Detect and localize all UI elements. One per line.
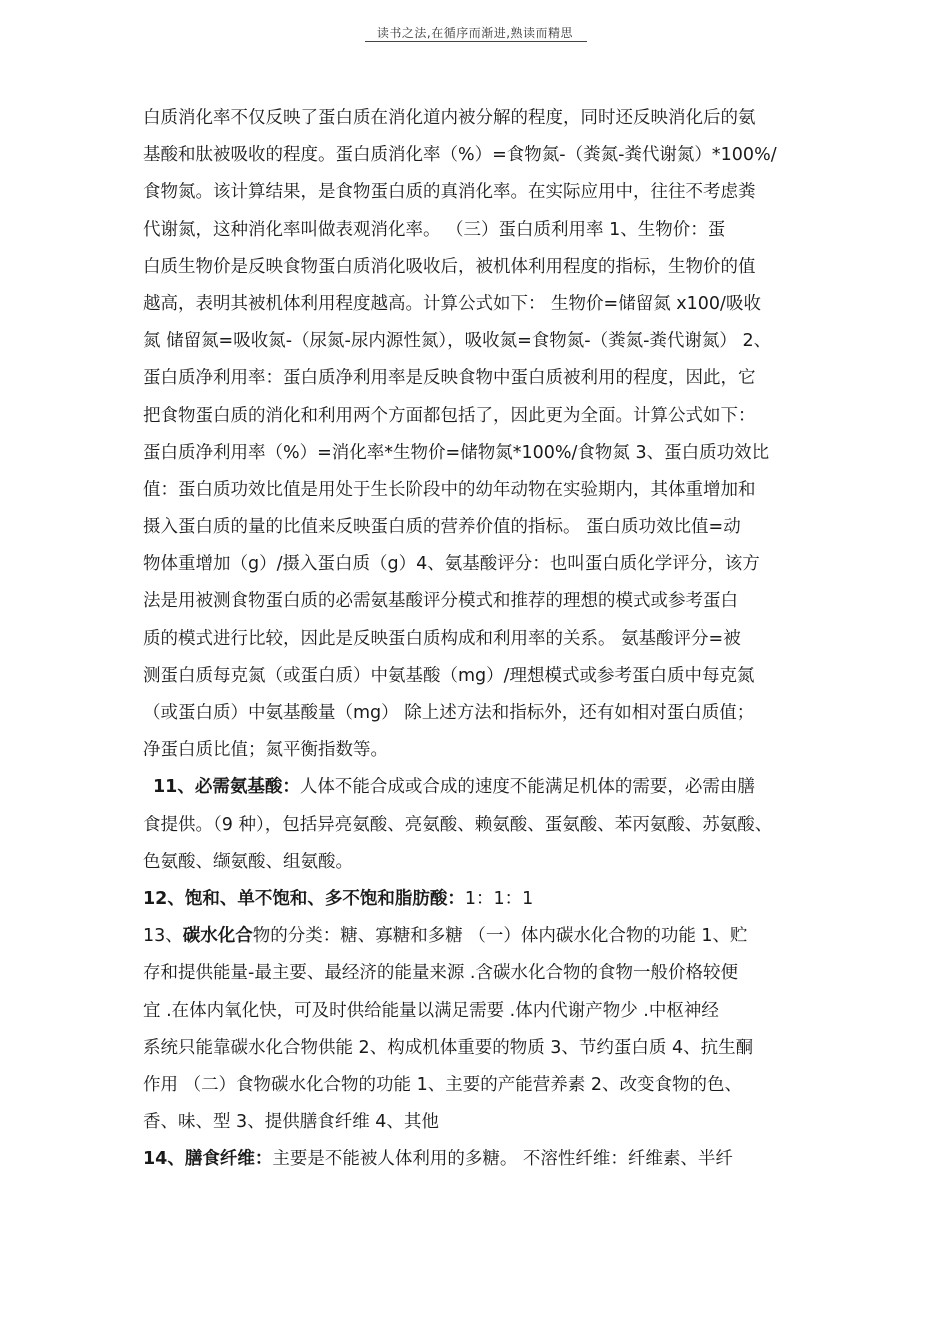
page-header-motto: 读书之法,在循序而渐进,熟读而精思: [376, 26, 574, 40]
section-heading: 碳水化合: [182, 926, 253, 947]
text-line: [143, 1030, 815, 1067]
line-text: 人体不能合成或合成的速度不能满足机体的需要，必需由膳: [299, 777, 755, 798]
text-line: [143, 807, 815, 844]
line-text: 氮 储留氮=吸收氮-（尿氮-尿内源性氮），吸收氮=食物氮-（粪氮-粪代谢氮） 2、: [143, 331, 772, 352]
text-line: [143, 844, 815, 881]
text-line: [143, 286, 815, 323]
text-line: [143, 1104, 815, 1141]
line-text: 值：蛋白质功效比值是用处于生长阶段中的幼年动物在实验期内，其体重增加和: [143, 479, 756, 500]
line-text: 食提供。（9 种），包括异亮氨酸、亮氨酸、赖氨酸、蛋氨酸、苯丙氨酸、苏氨酸、: [143, 814, 773, 835]
text-line: [143, 174, 815, 211]
text-line: [143, 509, 815, 546]
text-line: [143, 398, 815, 435]
text-line: [143, 546, 815, 583]
text-line: [143, 955, 815, 992]
section-heading: 14、膳食纤维：: [143, 1149, 273, 1170]
text-line: [143, 658, 815, 695]
text-line: [143, 212, 815, 249]
line-prefix: 13、: [143, 926, 183, 947]
text-line: [143, 993, 815, 1030]
text-line: [143, 323, 815, 360]
line-text: 存和提供能量-最主要、最经济的能量来源 .含碳水化合物的食物一般价格较便: [143, 963, 738, 984]
text-line: [143, 435, 815, 472]
line-text: 法是用被测食物蛋白质的必需氨基酸评分模式和推荐的理想的模式或参考蛋白: [143, 591, 738, 612]
line-text: 物体重增加（g）/摄入蛋白质（g）4、氨基酸评分：也叫蛋白质化学评分，该方: [143, 554, 760, 575]
line-text: 食物氮。该计算结果，是食物蛋白质的真消化率。在实际应用中，往往不考虑粪: [143, 182, 756, 203]
line-text: 蛋白质净利用率：蛋白质净利用率是反映食物中蛋白质被利用的程度，因此，它: [143, 368, 756, 389]
line-text: 物的分类：糖、寡糖和多糖 （一）体内碳水化合物的功能 1、贮: [252, 926, 748, 947]
text-line: [143, 1141, 815, 1178]
header-underline: [365, 41, 587, 42]
section-heading: 11、必需氨基酸：: [153, 777, 300, 798]
text-line: [143, 732, 815, 769]
text-line: [143, 881, 815, 918]
line-text: 主要是不能被人体利用的多糖。 不溶性纤维：纤维素、半纤: [272, 1149, 733, 1170]
text-line: [143, 100, 815, 137]
line-text: 净蛋白质比值；氮平衡指数等。: [143, 740, 388, 761]
text-line: [143, 695, 815, 732]
line-text: 越高，表明其被机体利用程度越高。计算公式如下： 生物价=储留氮 x100/吸收: [143, 293, 761, 314]
text-line: [143, 472, 815, 509]
text-line: [143, 1067, 815, 1104]
text-line: [143, 137, 815, 174]
text-line: [143, 583, 815, 620]
line-text: 系统只能靠碳水化合物供能 2、构成机体重要的物质 3、节约蛋白质 4、抗生酮: [143, 1037, 754, 1058]
line-text: 1：1：1: [464, 888, 534, 909]
section-heading: 12、饱和、单不饱和、多不饱和脂肪酸：: [143, 888, 465, 909]
line-text: 白质生物价是反映食物蛋白质消化吸收后，被机体利用程度的指标，生物价的值: [143, 256, 756, 277]
line-text: 测蛋白质每克氮（或蛋白质）中氨基酸（mg）/理想模式或参考蛋白质中每克氮: [143, 665, 755, 686]
text-line: [143, 769, 815, 806]
line-text: 代谢氮，这种消化率叫做表观消化率。 （三）蛋白质利用率 1、生物价：蛋: [143, 219, 726, 240]
line-text: 蛋白质净利用率（%）=消化率*生物价=储物氮*100%/食物氮 3、蛋白质功效比: [143, 442, 770, 463]
line-text: 色氨酸、缬氨酸、组氨酸。: [143, 851, 353, 872]
line-text: 作用 （二）食物碳水化合物的功能 1、主要的产能营养素 2、改变食物的色、: [143, 1074, 742, 1095]
line-text: 白质消化率不仅反映了蛋白质在消化道内被分解的程度，同时还反映消化后的氨: [143, 108, 756, 128]
line-text: （或蛋白质）中氨基酸量（mg） 除上述方法和指标外，还有如相对蛋白质值；: [143, 703, 755, 723]
line-text: 香、味、型 3、提供膳食纤维 4、其他: [143, 1112, 439, 1133]
text-line: [143, 360, 815, 397]
line-text: 质的模式进行比较，因此是反映蛋白质构成和利用率的关系。 氨基酸评分=被: [143, 628, 741, 649]
line-text: 把食物蛋白质的消化和利用两个方面都包括了，因此更为全面。计算公式如下：: [143, 405, 756, 426]
document-body: [143, 100, 815, 1178]
line-text: 宜 .在体内氧化快，可及时供给能量以满足需要 .体内代谢产物少 .中枢神经: [143, 1000, 719, 1021]
text-line: [143, 249, 815, 286]
text-line: [143, 621, 815, 658]
line-text: 基酸和肽被吸收的程度。蛋白质消化率（%）=食物氮-（粪氮-粪代谢氮）*100%/: [143, 145, 777, 166]
text-line: [143, 918, 815, 955]
line-text: 摄入蛋白质的量的比值来反映蛋白质的营养价值的指标。 蛋白质功效比值=动: [143, 517, 741, 538]
